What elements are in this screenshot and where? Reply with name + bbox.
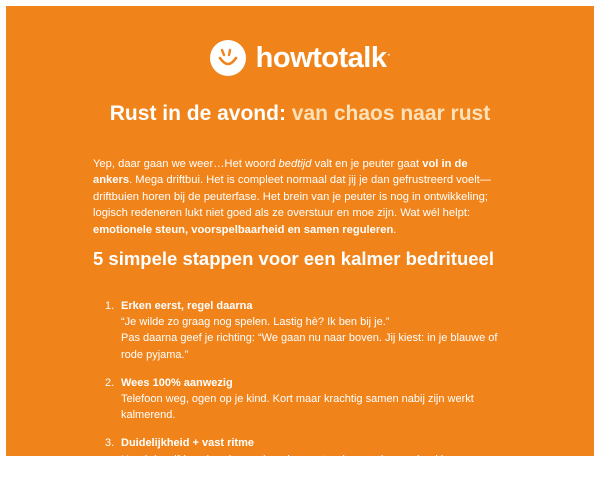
list-item — [93, 375, 513, 424]
intro-text-3: . Mega driftbui. Het is compleet normaal dat jij je dan gefrustreerd voelt—driftbuien horen bij de peuterfase. Het brein van je peuter is nog in ontwikkeling; logisch redeneren lukt niet goed als ze overstuur en moe zijn. Wat wél helpt: — [93, 174, 491, 220]
brand-name-talk: talk — [338, 42, 387, 74]
brand-dot: · — [387, 50, 391, 61]
step-title: Wees 100% aanwezig — [121, 376, 233, 389]
step-line: “Je wilde zo graag nog spelen. Lastig hè? Ik ben bij je.” — [121, 316, 390, 329]
step-number: 1. — [105, 300, 115, 312]
intro-text-1: Yep, daar gaan we weer…Het woord — [93, 158, 279, 170]
step-line: Telefoon weg, ogen op je kind. Kort maar krachtig samen nabij zijn werkt kalmerend. — [121, 393, 474, 422]
list-item — [93, 435, 513, 467]
intro-paragraph — [93, 156, 503, 238]
brand-logo[interactable] — [6, 40, 594, 76]
brand-wordmark — [256, 40, 391, 76]
step-line: Houd dezelfde volgorde aan (opruimen – tanden – pyjama – boekje – — [121, 453, 459, 466]
intro-bold-1: vol in de ankers — [93, 158, 468, 187]
list-item — [93, 298, 513, 363]
section-heading: 5 simpele stappen voor een kalmer bedritueel — [93, 248, 494, 269]
title-part-1: Rust in de avond: — [109, 102, 286, 125]
step-title: Erken eerst, regel daarna — [121, 300, 253, 312]
intro-bold-2: emotionele steun, voorspelbaarheid en samen reguleren — [93, 223, 394, 236]
intro-text-4: . — [393, 223, 397, 236]
step-number: 2. — [105, 376, 115, 389]
smiling-face-logo-icon — [210, 40, 246, 76]
title-part-2: van chaos naar rust — [291, 102, 491, 125]
step-title: Duidelijkheid + vast ritme — [121, 437, 254, 450]
intro-emphasis: bedtijd — [278, 158, 312, 170]
step-line: Pas daarna geef je richting: “We gaan nu naar boven. Jij kiest: in je blauwe of rode pyjama.” — [121, 332, 498, 361]
email-card — [6, 6, 594, 466]
intro-text-2: valt en je peuter gaat — [311, 158, 423, 170]
brand-name-howto: howto — [255, 42, 339, 74]
page-title — [6, 102, 594, 126]
steps-list — [93, 298, 513, 480]
step-number: 3. — [105, 437, 115, 450]
